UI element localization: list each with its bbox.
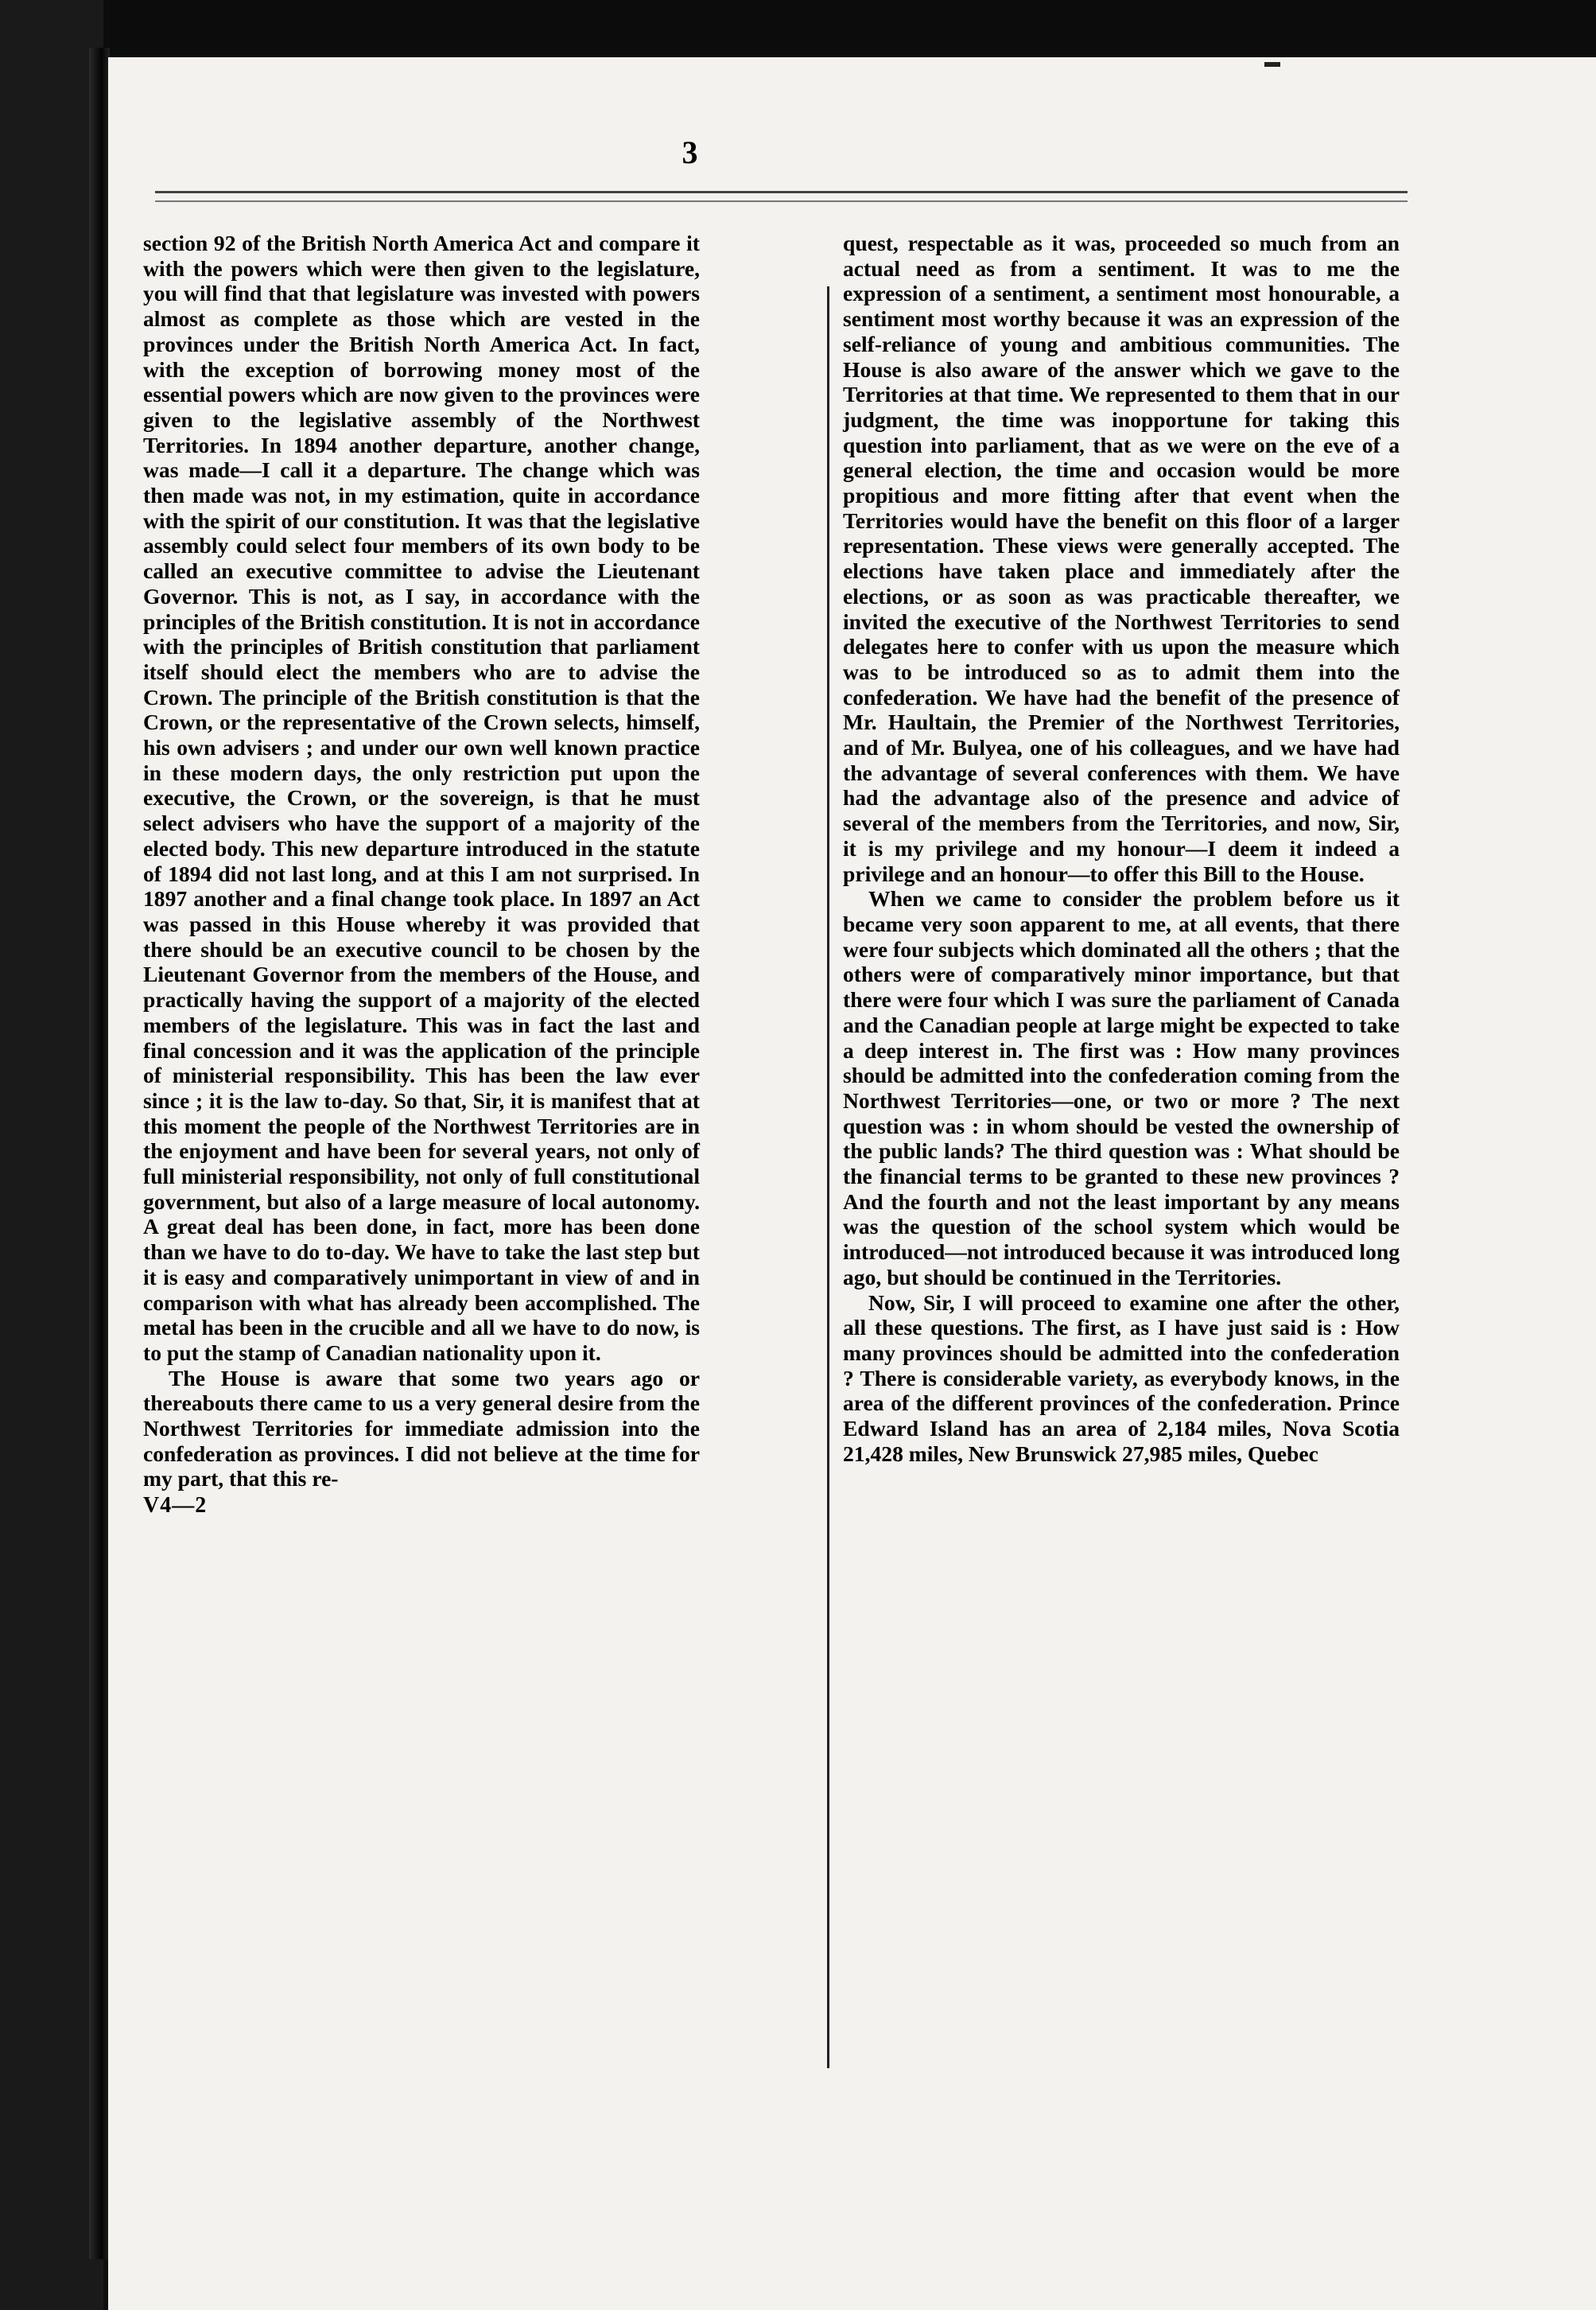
scan-speck — [1264, 62, 1280, 67]
right-column — [843, 231, 1400, 1466]
page-number: 3 — [682, 134, 698, 170]
left-paragraph-2: The House is aware that some two years ago or thereabouts there came to us a very general desire from the Northwest Territories for immediate admission into the confederation as provinces. I did not believe at the time for my part, that this re- — [143, 1365, 700, 1491]
right-paragraph-1: quest, respectable as it was, proceeded so much from an actual need as from a sentiment. It was to me the expression of a sentiment, a sentiment most honourable, a sentiment most worthy because it was an expression of the self-reliance of young and ambitious communities. The House is also aware of the answer which we gave to the Territories at that time. We represented to them that in our judgment, the time was inopportune for taking this question into parliament, that as we were on the eve of a general election, the time and occasion would be more propitious and more fitting after that event when the Territories would have the benefit on this floor of a larger representation. These views were generally accepted. The elections have taken place and immediately after the elections, or as soon as was practicable thereafter, we invited the executive of the Northwest Territories to send delegates here to confer with us upon the measure which was to be introduced so as to admit them into the confederation. We have had the benefit of the presence of Mr. Haultain, the Premier of the Northwest Territories, and of Mr. Bulyea, one of his colleagues, and we have had the advantage of several conferences with them. We have had the advantage also of the presence and advice of several of the members from the Territories, and now, Sir, it is my privilege and my honour—I deem it indeed a privilege and an honour—to offer this Bill to the House. — [843, 231, 1400, 886]
column-divider — [827, 286, 829, 2068]
header-rule-thin — [155, 200, 1408, 202]
printer-signature-mark: V4—2 — [143, 1493, 208, 1519]
right-paragraph-3: Now, Sir, I will proceed to examine one after the other, all these questions. The first, as I have just said is : How many provinces should be admitted into the confederation ? There is considerable variety, as everybody knows, in the area of the different provinces of the confederation. Prince Edward Island has an area of 2,184 miles, Nova Scotia 21,428 miles, New Brunswick 27,985 miles, Quebec — [843, 1289, 1400, 1466]
right-paragraph-2: When we came to consider the problem before us it became very soon apparent to me, at all events, that there were four subjects which dominated all the others ; that the others were of comparatively minor importance, but that there were four which I was sure the parliament of Canada and the Canadian people at large might be expected to take a deep interest in. The first was : How many provinces should be admitted into the confederation coming from the Northwest Territories—one, or two or more ? The next question was : in whom should be vested the ownership of the public lands? The third question was : What should be the financial terms to be granted to these new provinces ? And the fourth and not the least important by any means was the question of the school system which would be introduced—not introduced because it was introduced long ago, but should be continued in the Territories. — [843, 886, 1400, 1289]
book-spine-shadow — [89, 48, 110, 2259]
left-column — [143, 231, 700, 1519]
header-rule — [155, 191, 1408, 193]
scan-top-border — [0, 0, 1596, 60]
left-paragraph-1: section 92 of the British North America Act and compare it with the powers which were then given to the legislature, you will find that that legislature was invested with powers almost as complete as those which are vested in the provinces under the British North America Act. In fact, with the exception of borrowing money most of the essential powers which are now given to the provinces were given to the legislative assembly of the Northwest Territories. In 1894 another departure, another change, was made—I call it a departure. The change which was then made was not, in my estimation, quite in accordance with the spirit of our constitution. It was that the legislative assembly could select four members of its own body to be called an executive committee to advise the Lieutenant Governor. This is not, as I say, in accordance with the principles of the British constitution. It is not in accordance with the principles of British constitution that parliament itself should elect the members who are to advise the Crown. The principle of the British constitution is that the Crown, or the representative of the Crown selects, himself, his own advisers ; and under our own well known practice in these modern days, the only restriction put upon the executive, the Crown, or the sovereign, is that he must select advisers who have the support of a majority of the elected body. This new departure introduced in the statute of 1894 did not last long, and at this I am not surprised. In 1897 another and a final change took place. In 1897 an Act was passed in this House whereby it was provided that there should be an executive council to be chosen by the Lieutenant Governor from the members of the House, and practically having the support of a majority of the elected members of the legislature. This was in fact the last and final concession and it was the application of the principle of ministerial responsibility. This has been the law ever since ; it is the law to-day. So that, Sir, it is manifest that at this moment the people of the Northwest Territories are in the enjoyment and have been for several years, not only of full ministerial responsibility, not only of full constitutional government, but also of a large measure of local autonomy. A great deal has been done, in fact, more has been done than we have to do to-day. We have to take the last step but it is easy and comparatively unimportant in view of and in comparison with what has already been accomplished. The metal has been in the crucible and all we have to do now, is to put the stamp of Canadian nationality upon it. — [143, 231, 700, 1365]
scan-left-border — [0, 0, 103, 2310]
